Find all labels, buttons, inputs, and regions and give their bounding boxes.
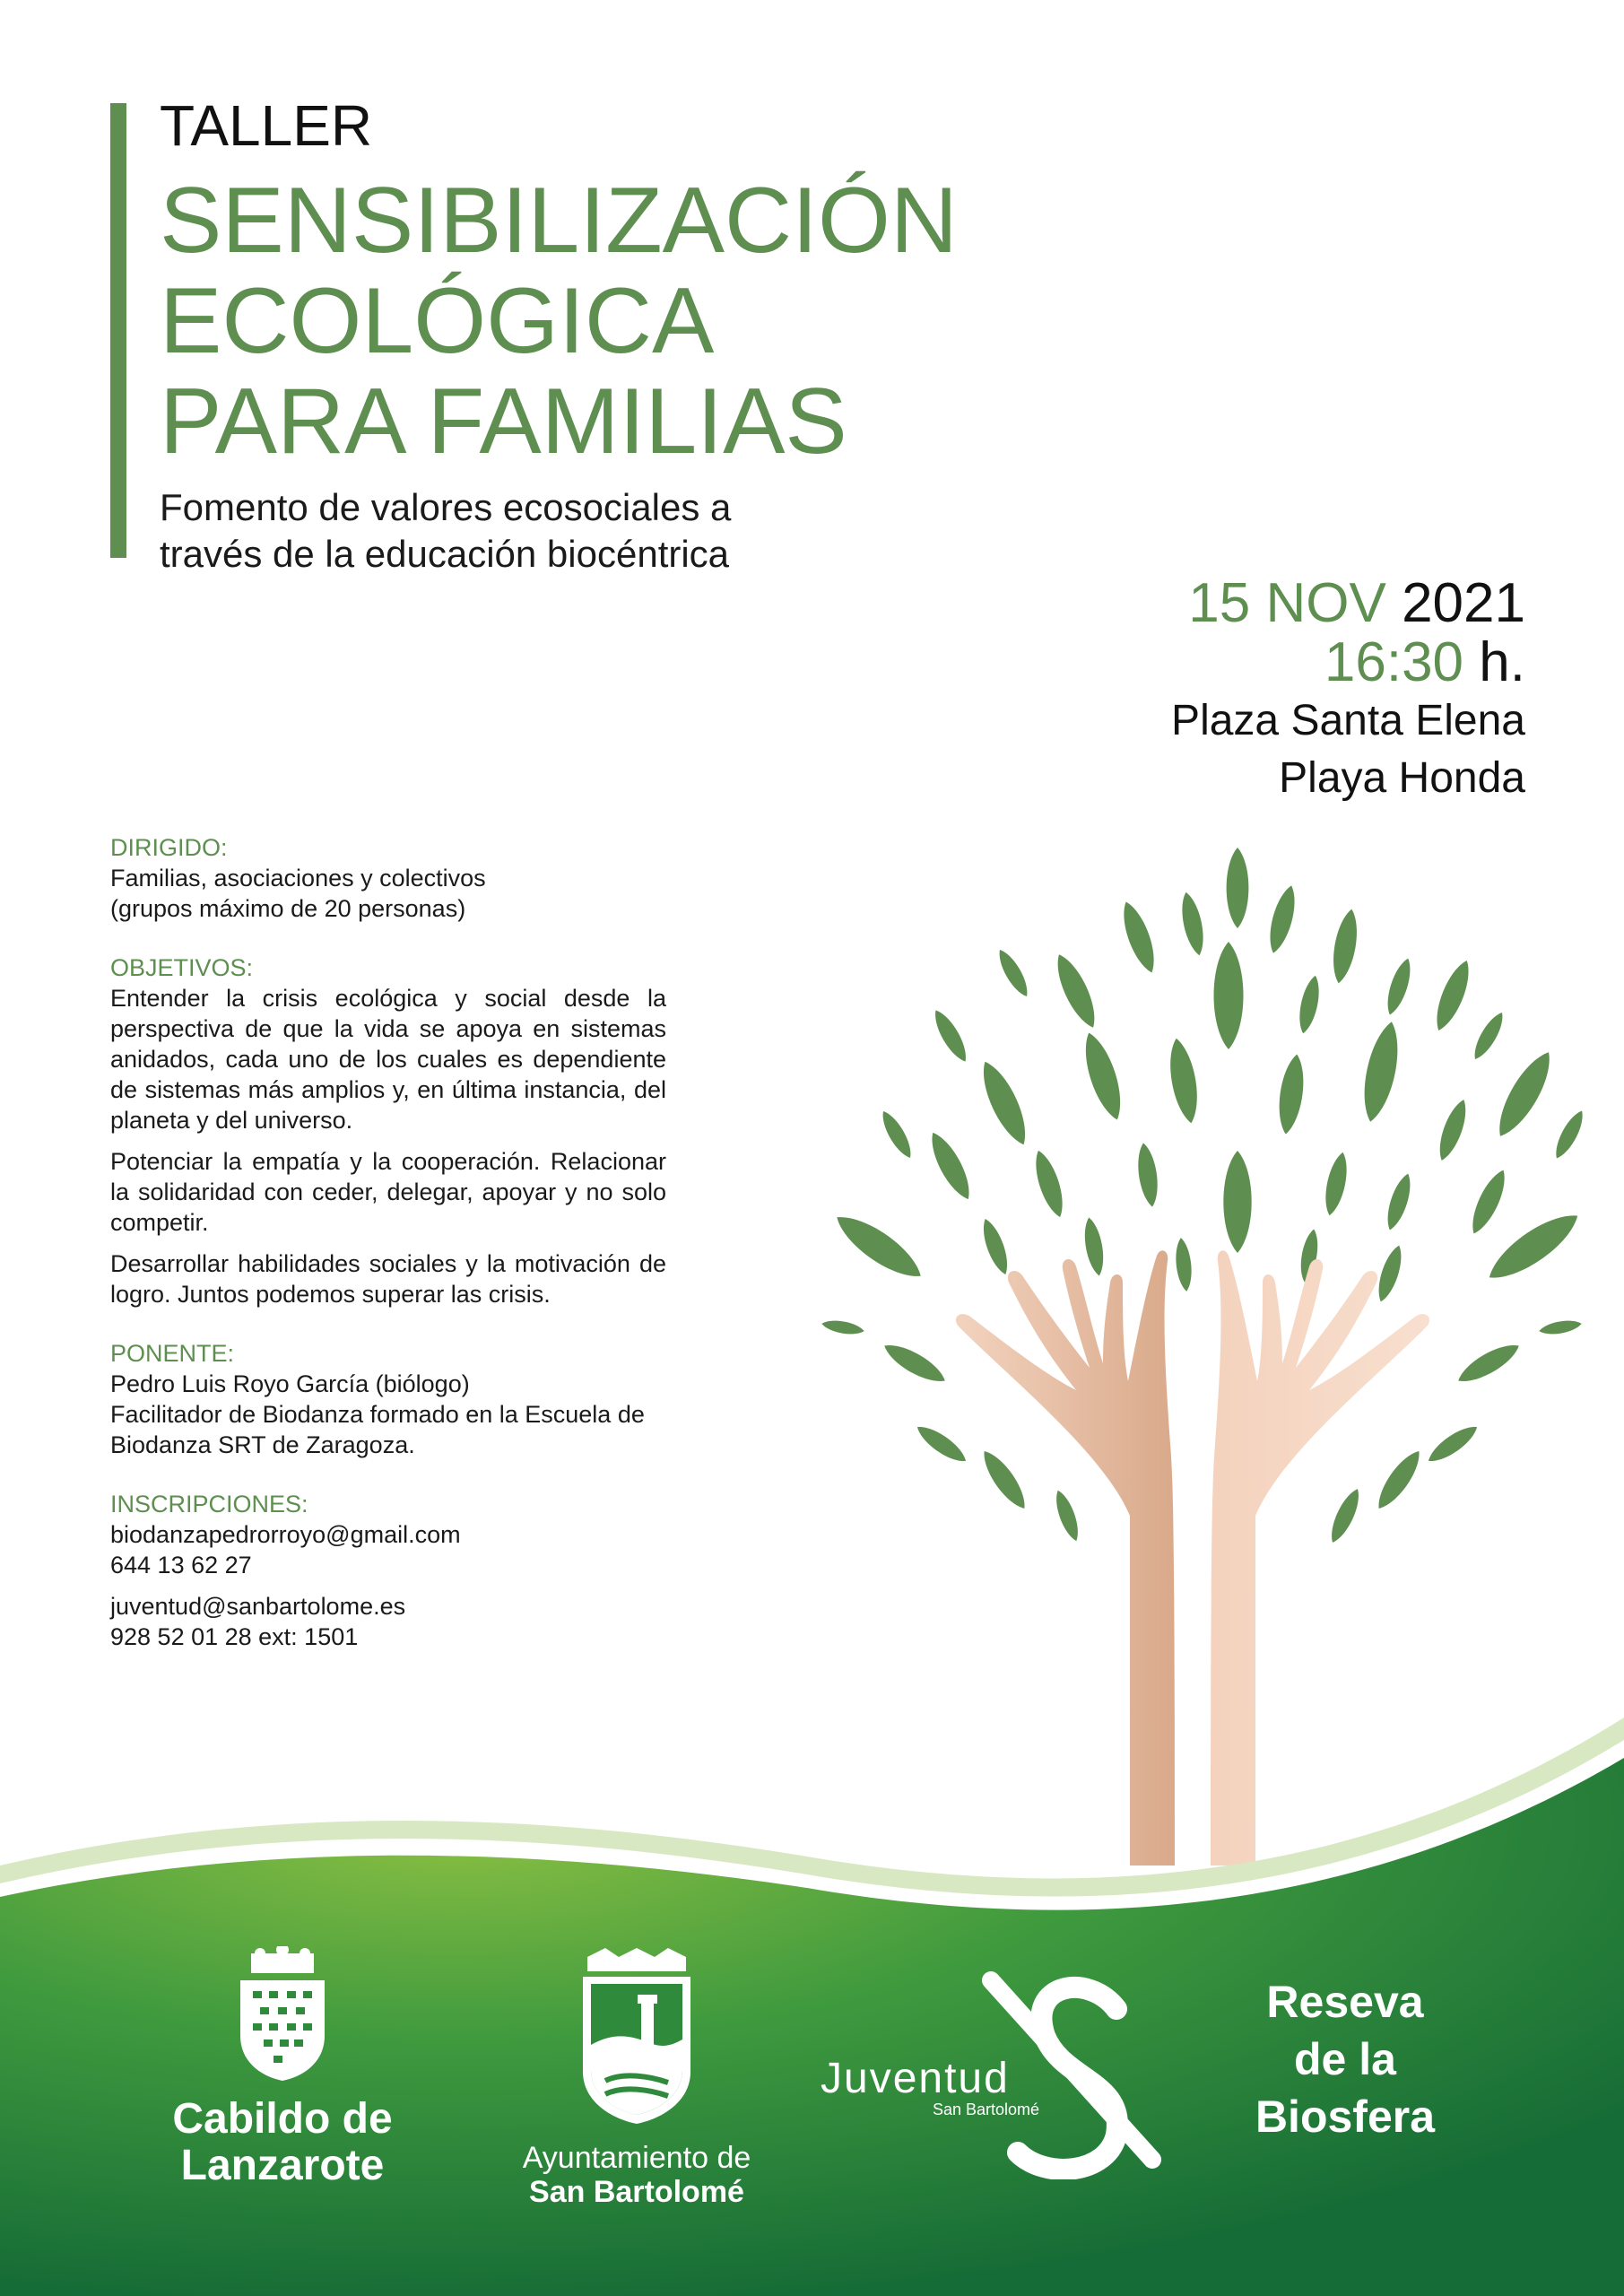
ponente-label: PONENTE:: [110, 1340, 235, 1367]
ayuntamiento-shield-icon: [578, 1946, 695, 2126]
reserva-biosfera-logo: [1238, 1973, 1453, 2145]
dirigido-label: DIRIGIDO:: [110, 834, 228, 861]
juventud-logo: [821, 1964, 1170, 2179]
event-time-value: 16:30: [1324, 631, 1464, 693]
event-day-month: 15 NOV: [1188, 572, 1386, 634]
event-time-suffix: h.: [1479, 631, 1525, 693]
cabildo-shield-icon: [233, 1946, 332, 2081]
objetivo-paragraph-2: Potenciar la empatía y la cooperación. Relacionar la solidaridad con ceder, delegar, apoyar y no solo competir.: [110, 1148, 666, 1236]
juventud-sub: San Bartolomé: [933, 2100, 1040, 2118]
objetivo-paragraph-3: Desarrollar habilidades sociales y la motivación de logro. Juntos podemos superar las crisis.: [110, 1250, 666, 1308]
title-block: [160, 93, 967, 578]
ponente-line-2: Facilitador de Biodanza formado en la Escuela de: [110, 1401, 645, 1428]
subtitle: [160, 484, 967, 578]
objetivo-paragraph-1: Entender la crisis ecológica y social desde la perspectiva de que la vida se apoya en sistemas anidados, cada uno de los cuales es dependiente de sistemas más amplios y, en última instancia, del planeta y del universo.: [110, 985, 666, 1134]
cabildo-line-1: Cabildo de: [172, 2095, 393, 2143]
cabildo-line-2: Lanzarote: [180, 2142, 385, 2189]
ponente-section: [110, 1338, 666, 1460]
dirigido-line-2: (grupos máximo de 20 personas): [110, 895, 466, 922]
event-year: 2021: [1402, 572, 1525, 634]
title-accent-bar: [110, 103, 126, 558]
info-column: [110, 832, 666, 1681]
ayuntamiento-line-1: Ayuntamiento de: [522, 2141, 751, 2175]
dirigido-section: [110, 832, 666, 924]
subtitle-line-1: Fomento de valores ecosociales a: [160, 486, 732, 528]
leaves-group: [821, 848, 1588, 1546]
contact2-phone: 928 52 01 28 ext: 1501: [110, 1623, 359, 1650]
cabildo-name: [148, 2096, 417, 2189]
kicker-taller: TALLER: [160, 93, 373, 158]
cabildo-logo: [148, 1946, 417, 2189]
reserva-line-3: Biosfera: [1255, 2092, 1436, 2142]
headline-line-3: PARA FAMILIAS: [160, 370, 847, 474]
objetivos-label: OBJETIVOS:: [110, 954, 254, 981]
reserva-line-2: de la: [1294, 2034, 1396, 2084]
contact1-email[interactable]: biodanzapedrorroyo@gmail.com: [110, 1521, 461, 1548]
event-area: Playa Honda: [1279, 754, 1525, 802]
reserva-line-1: Reseva: [1266, 1977, 1424, 2027]
ponente-line-1: Pedro Luis Royo García (biólogo): [110, 1370, 470, 1397]
dirigido-line-1: Familias, asociaciones y colectivos: [110, 865, 486, 891]
ayuntamiento-logo: [484, 1946, 789, 2209]
event-details: [808, 574, 1525, 807]
headline-line-1: SENSIBILIZACIÓN: [160, 169, 958, 273]
objetivos-section: [110, 952, 666, 1309]
contact1-phone: 644 13 62 27: [110, 1552, 252, 1578]
contact2-email[interactable]: juventud@sanbartolome.es: [110, 1593, 406, 1620]
event-place: Plaza Santa Elena: [1171, 697, 1525, 744]
headline: [160, 170, 967, 472]
inscripciones-section: [110, 1489, 666, 1652]
subtitle-line-2: través de la educación biocéntrica: [160, 533, 730, 575]
inscripciones-label: INSCRIPCIONES:: [110, 1491, 308, 1518]
event-date: [808, 574, 1525, 633]
ayuntamiento-line-2: San Bartolomé: [529, 2175, 744, 2209]
ponente-line-3: Biodanza SRT de Zaragoza.: [110, 1431, 415, 1458]
juventud-word: Juventud: [821, 2055, 1010, 2102]
event-time: [808, 633, 1525, 692]
headline-line-2: ECOLÓGICA: [160, 269, 715, 373]
